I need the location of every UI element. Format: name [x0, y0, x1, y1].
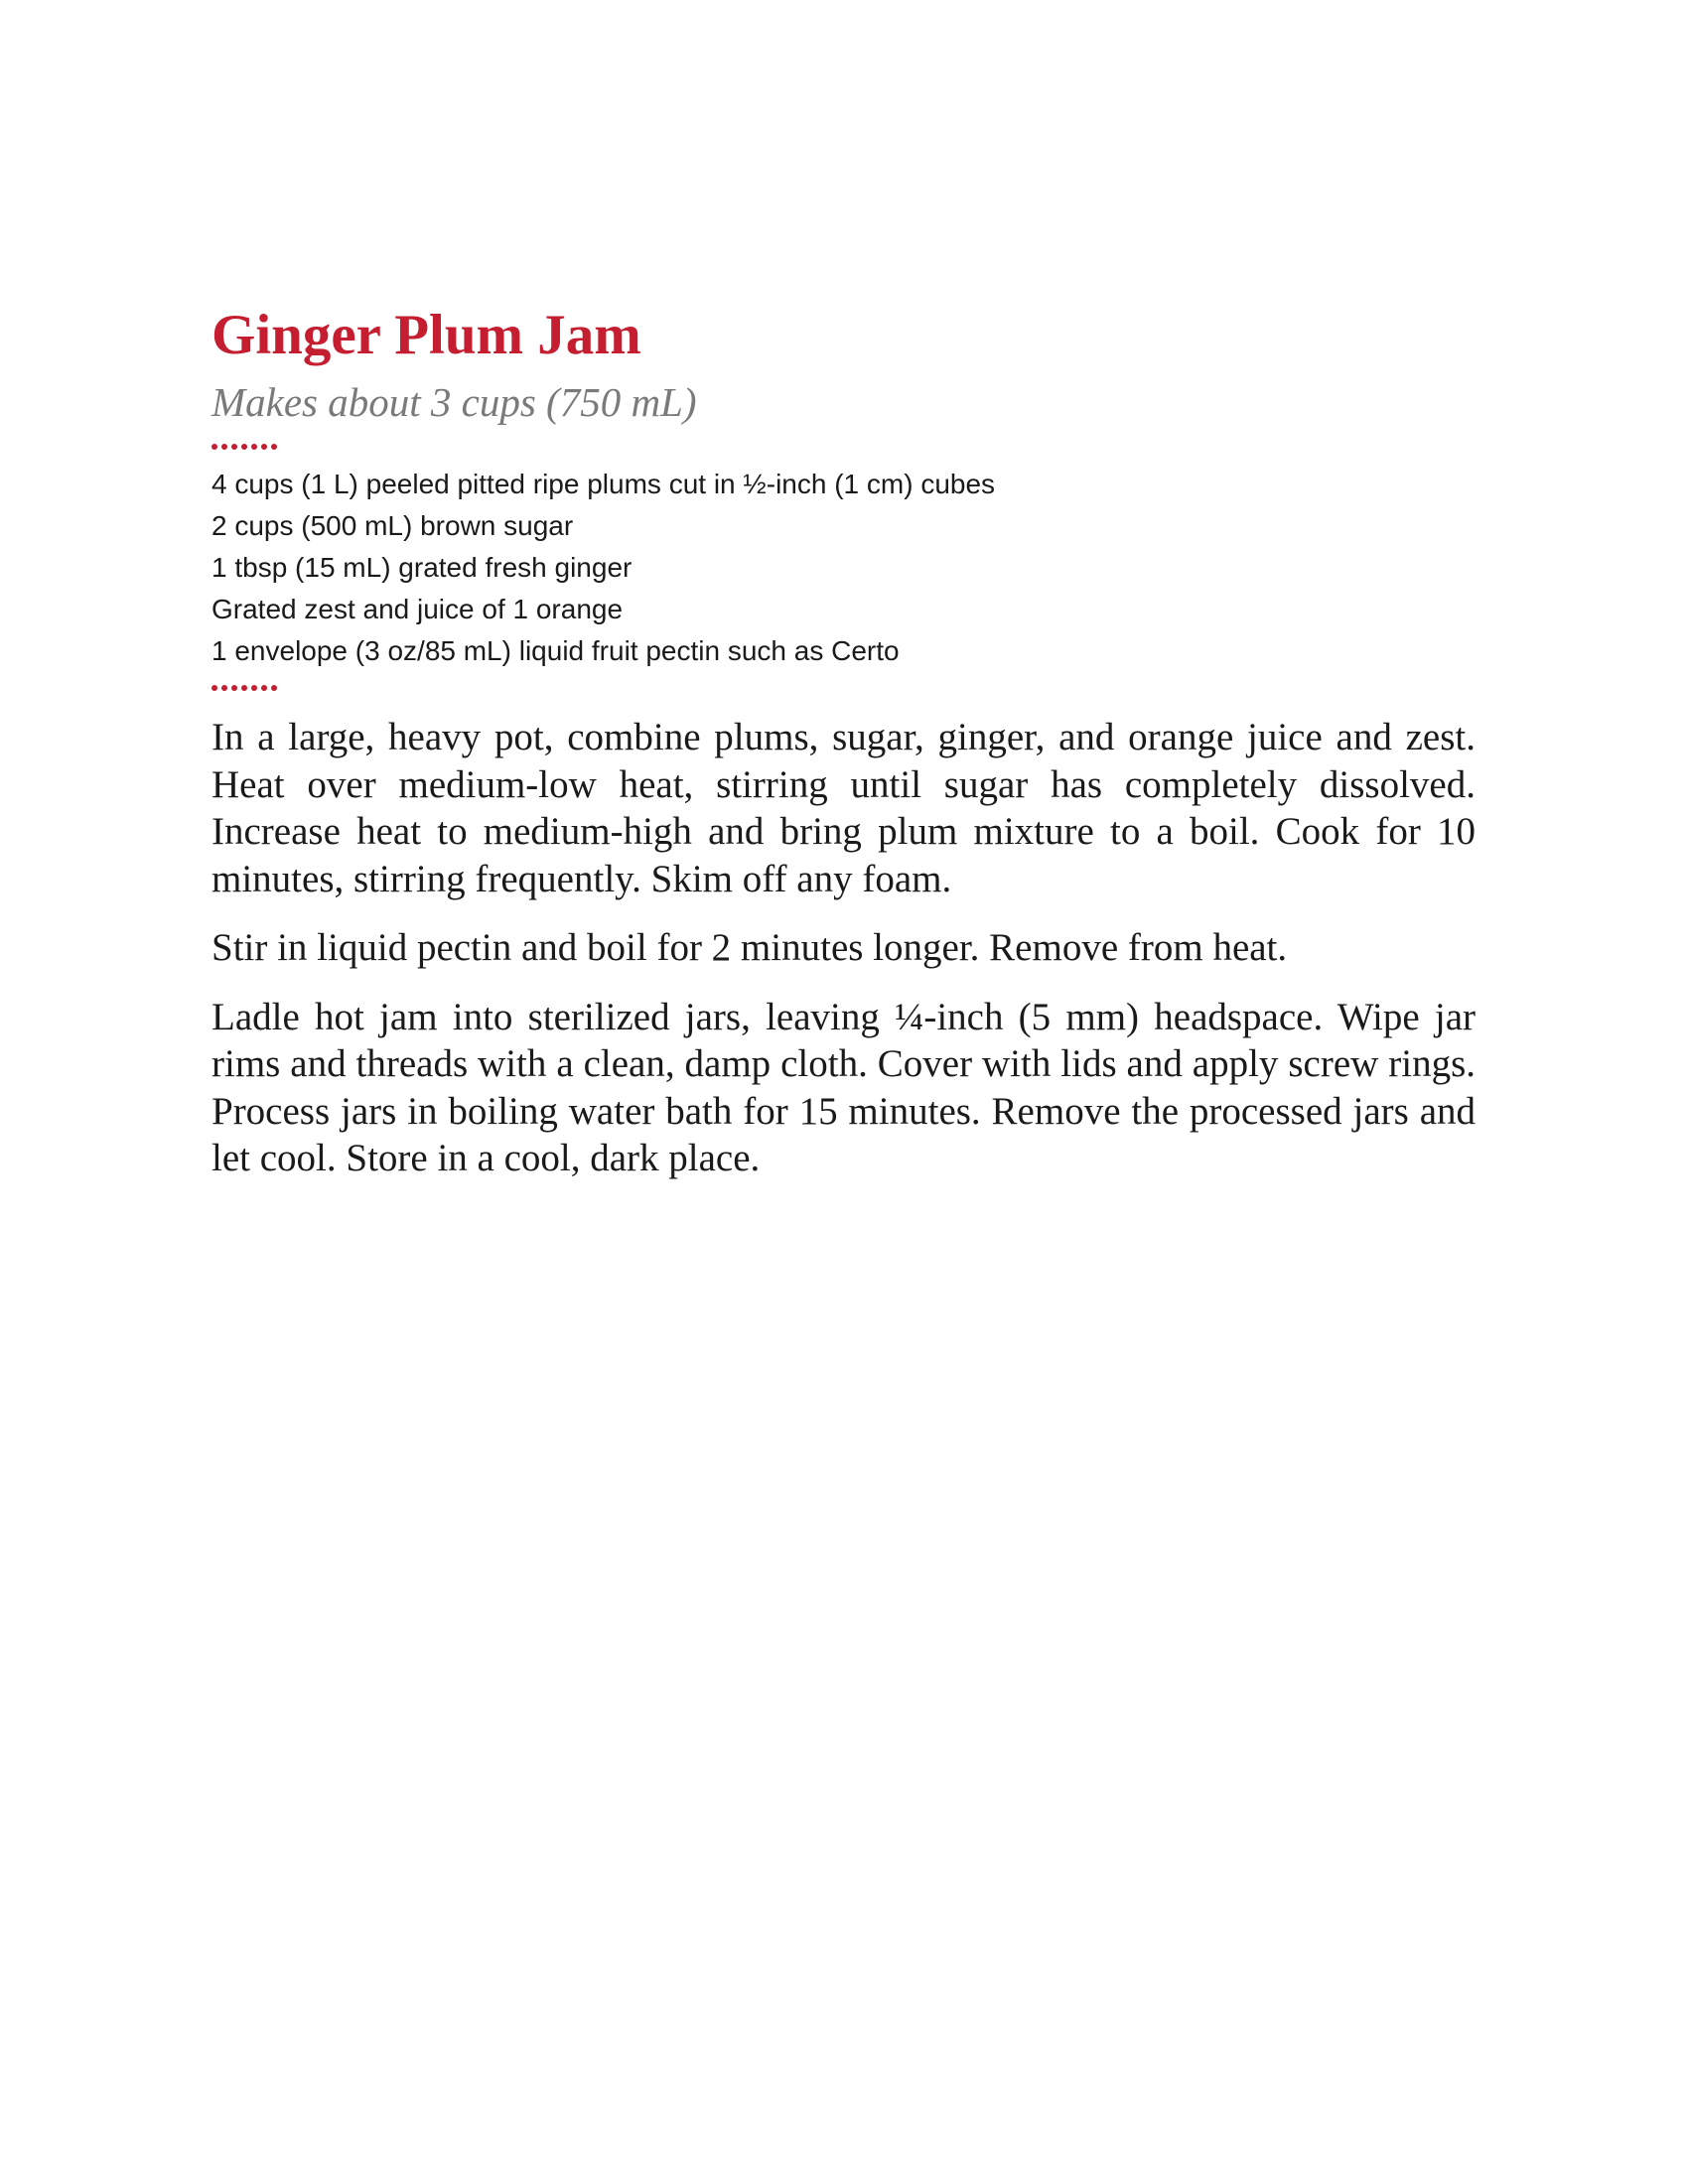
- dotted-divider-bottom: [211, 683, 1476, 693]
- ingredient-item: Grated zest and juice of 1 orange: [211, 594, 624, 624]
- divider-dot: [211, 444, 217, 450]
- divider-dot: [251, 444, 257, 450]
- divider-dot: [251, 685, 257, 691]
- divider-dot: [271, 444, 277, 450]
- divider-dot: [241, 444, 247, 450]
- ingredients-list: [211, 464, 1476, 672]
- ingredient-item: 1 tbsp (15 mL) grated fresh ginger: [211, 552, 633, 583]
- ingredient-item: 4 cups (1 L) peeled pitted ripe plums cut in ½-inch (1 cm) cubes: [211, 469, 996, 499]
- divider-dot: [221, 444, 227, 450]
- divider-dot: [231, 444, 237, 450]
- recipe-yield: Makes about 3 cups (750 mL): [211, 379, 697, 425]
- divider-dot: [241, 685, 247, 691]
- divider-dot: [271, 685, 277, 691]
- recipe-page: [211, 303, 1476, 1204]
- method-step: Stir in liquid pectin and boil for 2 minutes longer. Remove from heat.: [211, 926, 1288, 969]
- divider-dot: [221, 685, 227, 691]
- divider-dot: [261, 685, 267, 691]
- divider-dot: [261, 444, 267, 450]
- method-step: In a large, heavy pot, combine plums, sugar, ginger, and orange juice and zest. Heat over medium-low heat, stirring until sugar has completely dissolved. Increase heat to medium-high and bring plum mixture to a boil. Cook for 10 minutes, stirring frequently. Skim off any foam.: [211, 716, 1476, 900]
- method-section: [211, 714, 1476, 1182]
- ingredient-item: 1 envelope (3 oz/85 mL) liquid fruit pectin such as Certo: [211, 635, 900, 666]
- dotted-divider-top: [211, 442, 1476, 452]
- method-step: Ladle hot jam into sterilized jars, leaving ¼-inch (5 mm) headspace. Wipe jar rims and threads with a clean, damp cloth. Cover with lids and apply screw rings. Process jars in boiling water bath for 15 minutes. Remove the processed jars and let cool. Store in a cool, dark place.: [211, 995, 1476, 1179]
- divider-dot: [211, 685, 217, 691]
- divider-dot: [231, 685, 237, 691]
- recipe-title: Ginger Plum Jam: [211, 304, 641, 366]
- ingredient-item: 2 cups (500 mL) brown sugar: [211, 510, 574, 541]
